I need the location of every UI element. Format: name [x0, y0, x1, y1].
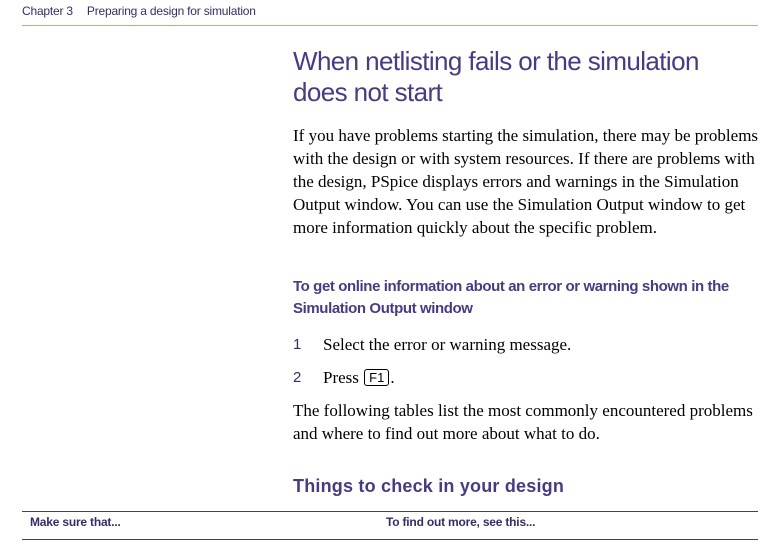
tables-intro-paragraph: The following tables list the most commonly encountered problems and where to find out more about what to do.: [293, 401, 753, 443]
step-number: 2: [293, 369, 302, 386]
step-2: [293, 367, 763, 391]
chapter-label: Chapter 3: [22, 4, 73, 18]
intro-paragraph: If you have problems starting the simulation, there may be problems with the design or with system resources. If there are problems with the design, PSpice displays errors and warnings in the Simulation Output window. You can use the Simulation Output window to get more information quickly about the specific problem.: [293, 126, 759, 237]
header-rule: [22, 25, 758, 26]
step-text: Select the error or warning message.: [323, 335, 572, 354]
step-text-before: Press: [323, 368, 359, 387]
step-text: [323, 367, 395, 389]
f1-key: F1: [364, 369, 389, 386]
step-number: 1: [293, 336, 302, 353]
step-text-after: .: [390, 368, 395, 387]
column-header-find-out-more: To find out more, see this...: [386, 515, 536, 529]
column-header-make-sure: Make sure that...: [30, 515, 121, 529]
checklist-title: Things to check in your design: [293, 476, 565, 496]
step-1: [293, 334, 763, 358]
section-title: When netlisting fails or the simulation does not start: [293, 46, 699, 107]
running-header: [22, 4, 256, 18]
chapter-title: Preparing a design for simulation: [86, 4, 256, 18]
table-top-rule: [22, 511, 758, 512]
procedure-heading: To get online information about an error or warning shown in the Simulation Output window: [293, 278, 729, 317]
table-bottom-rule: [22, 539, 758, 540]
